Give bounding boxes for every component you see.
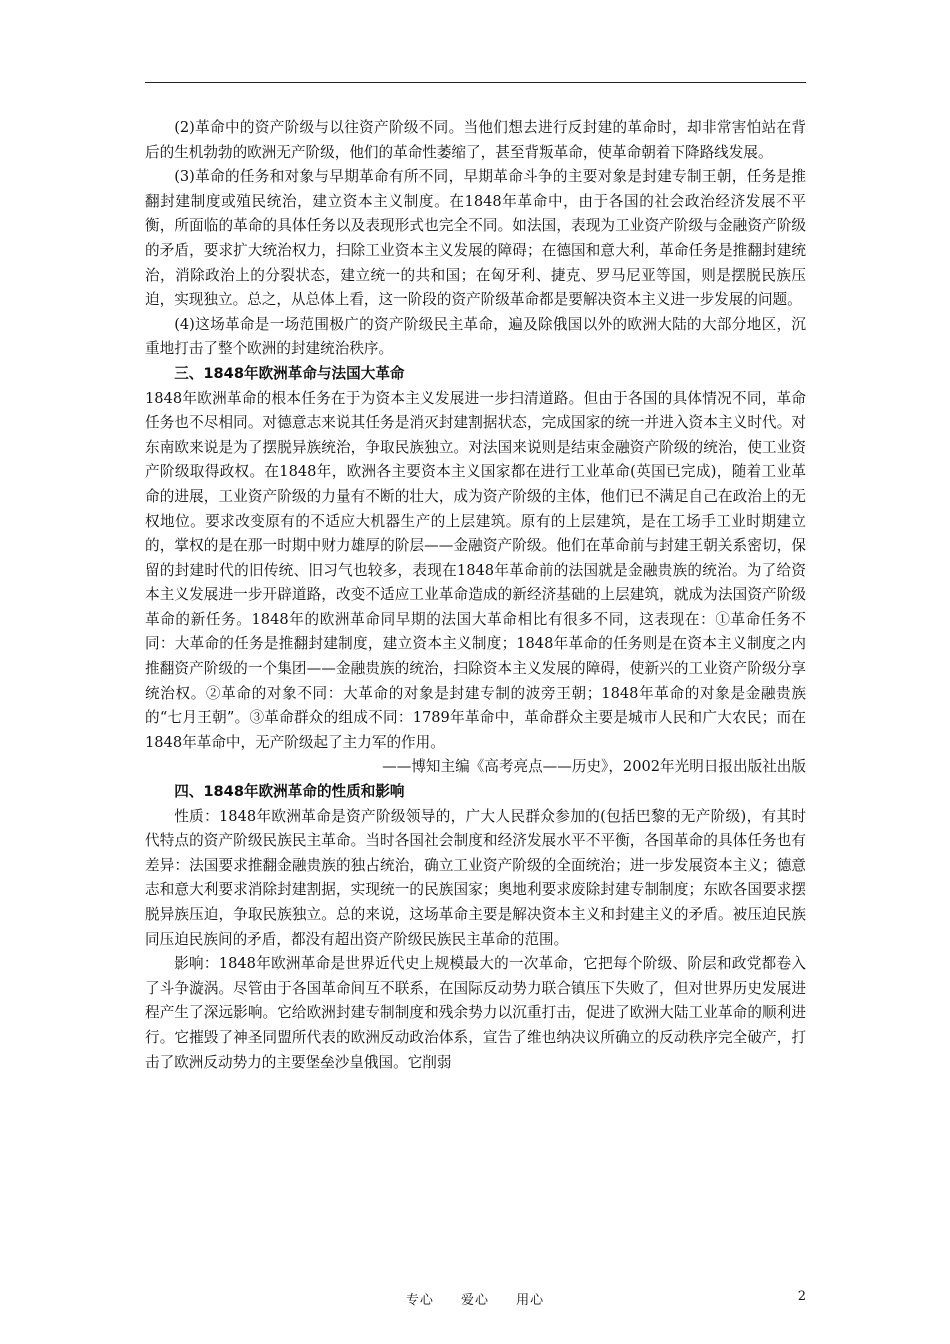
paragraph-revolution-point-3: (3)革命的任务和对象与早期革命有所不同，早期革命斗争的主要对象是封建专制王朝，任务是推翻封建制度或殖民统治，建立资本主义制度。在1848年革命中，由于各国的社会政治经济发展不平衡，所面临的革命的具体任务以及表现形式也完全不同。如法国，表现为工业资产阶级与金融资产阶级的矛盾，要求扩大统治权力，扫除工业资本主义发展的障碍；在德国和意大利，革命任务是推翻封建统治，消除政治上的分裂状态，建立统一的共和国；在匈牙利、捷克、罗马尼亚等国，则是摆脱民族压迫，实现独立。总之，从总体上看，这一阶段的资产阶级革命都是要解决资本主义进一步发展的问题。 <box>145 168 806 309</box>
paragraph-influence: 影响：1848年欧洲革命是世界近代史上规模最大的一次革命，它把每个阶级、阶层和政党都卷入了斗争漩涡。尽管由于各国革命间互不联系，在国际反动势力联合镇压下失败了，但对世界历史发展进程产生了深远影响。它给欧洲封建专制制度和残余势力以沉重打击，促进了欧洲大陆工业革命的顺利进行。它摧毁了神圣同盟所代表的欧洲反动政治体系，宣告了维也纳决议所确立的反动秩序完全破产，打击了欧洲反动势力的主要堡垒沙皇俄国。它削弱 <box>145 955 806 1071</box>
footer-motto-word: 爱心 <box>460 1293 489 1308</box>
section-heading-3: 三、1848年欧洲革命与法国大革命 <box>174 364 405 382</box>
footer-motto-word: 专心 <box>405 1293 434 1308</box>
section-heading-4: 四、1848年欧洲革命的性质和影响 <box>174 783 405 801</box>
source-citation: ——博知主编《高考亮点——历史》，2002年光明日报出版社出版 <box>382 758 806 776</box>
footer-motto-word: 用心 <box>516 1293 545 1308</box>
paragraph-revolution-point-4: (4)这场革命是一场范围极广的资产阶级民主革命，遍及除俄国以外的欧洲大陆的大部分地区，沉重地打击了整个欧洲的封建统治秩序。 <box>145 315 806 358</box>
paragraph-nature: 性质：1848年欧洲革命是资产阶级领导的，广大人民群众参加的(包括巴黎的无产阶级)，有其时代特点的资产阶级民族民主革命。当时各国社会制度和经济发展水平不平衡，各国革命的具体任务也有差异：法国要求推翻金融贵族的独占统治，确立工业资产阶级的全面统治；进一步发展资本主义；德意志和意大利要求消除封建割据，实现统一的民族国家；奥地利要求废除封建专制制度；东欧各国要求摆脱异族压迫，争取民族独立。总的来说，这场革命主要是解决资本主义和封建主义的矛盾。被压迫民族同压迫民族间的矛盾，都没有超出资产阶级民族民主革命的范围。 <box>145 807 806 948</box>
paragraph-revolution-point-2: (2)革命中的资产阶级与以往资产阶级不同。当他们想去进行反封建的革命时，却非常害怕站在背后的生机勃勃的欧洲无产阶级，他们的革命性萎缩了，甚至背叛革命，使革命朝着下降路线发展。 <box>145 119 806 161</box>
header-rule <box>145 82 806 83</box>
footer-motto <box>0 1289 950 1308</box>
page-number: 2 <box>797 1289 806 1304</box>
paragraph-comparison: 1848年欧洲革命的根本任务在于为资本主义发展进一步扫清道路。但由于各国的具体情况不同，革命任务也不尽相同。对德意志来说其任务是消灭封建割据状态，完成国家的统一并进入资本主义时代。对东南欧来说是为了摆脱异族统治，争取民族独立。对法国来说则是结束金融资产阶级的统治，使工业资产阶级取得政权。在1848年，欧洲各主要资本主义国家都在进行工业革命(英国已完成)，随着工业革命的进展，工业资产阶级的力量有不断的壮大，成为资产阶级的主体，他们已不满足自己在政治上的无权地位。要求改变原有的不适应大机器生产的上层建筑。原有的上层建筑，是在工场手工业时期建立的，掌权的是在那一时期中财力雄厚的阶层——金融资产阶级。他们在革命前与封建王朝关系密切，保留的封建时代的旧传统、旧习气也较多，表现在1848年革命前的法国就是金融贵族的统治。为了给资本主义发展进一步开辟道路，改变不适应工业革命造成的新经济基础的上层建筑，就成为法国资产阶级革命的新任务。1848年的欧洲革命同早期的法国大革命相比有很多不同，这表现在：①革命任务不同：大革命的任务是推翻封建制度，建立资本主义制度；1848年革命的任务则是在资本主义制度之内推翻资产阶级的一个集团——金融贵族的统治，扫除资本主义发展的障碍，使新兴的工业资产阶级分享统治权。②革命的对象不同：大革命的对象是封建专制的波旁王朝；1848年革命的对象是金融贵族的“七月王朝”。③革命群众的组成不同：1789年革命中，革命群众主要是城市人民和广大农民；而在1848年革命中，无产阶级起了主力军的作用。 <box>145 389 806 751</box>
document-body <box>145 116 806 1075</box>
page-footer <box>0 1289 950 1309</box>
